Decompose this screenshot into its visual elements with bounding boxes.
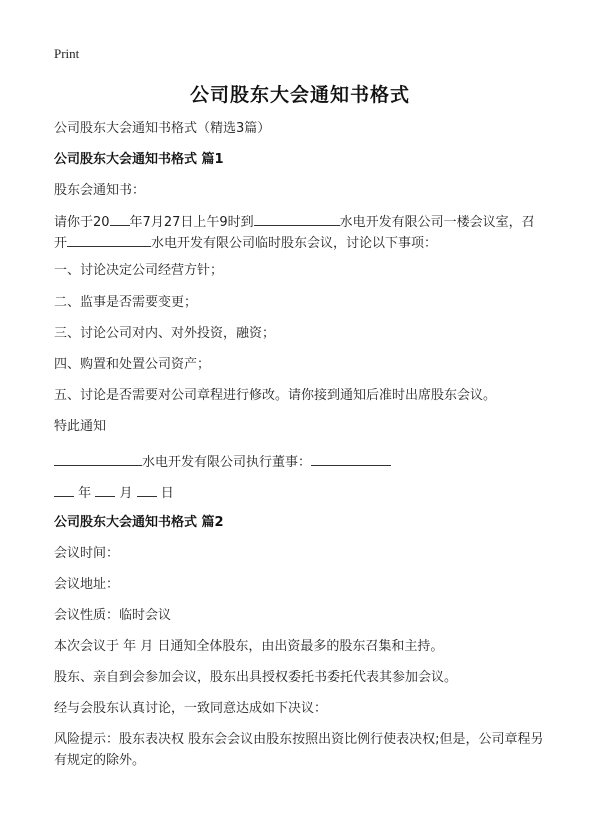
invite-text-e: 水电开发有限公司临时股东会议，讨论以下事项： bbox=[151, 236, 438, 251]
date-month: 月 bbox=[119, 486, 133, 501]
date-line bbox=[54, 483, 174, 503]
blank-date-day bbox=[137, 483, 157, 497]
agenda-item-1: 一、讨论决定公司经营方针； bbox=[54, 263, 224, 278]
agenda-item-3: 三、讨论公司对内、对外投资，融资； bbox=[54, 326, 276, 341]
resolution-line-3: 经与会股东认真讨论，一致同意达成如下决议： bbox=[54, 701, 328, 716]
section1-heading: 公司股东大会通知书格式 篇1 bbox=[54, 152, 224, 167]
invite-text-b: 年7月27日上午9时到 bbox=[129, 215, 254, 230]
date-year: 年 bbox=[78, 486, 92, 501]
section2-heading: 公司股东大会通知书格式 篇2 bbox=[54, 515, 224, 530]
date-day: 日 bbox=[160, 486, 174, 501]
invitation-line-1 bbox=[54, 212, 535, 232]
blank-company bbox=[67, 233, 151, 247]
invite-text-a: 请你于20 bbox=[54, 215, 110, 230]
blank-location bbox=[254, 212, 340, 226]
resolution-line-1: 本次会议于 年 月 日通知全体股东，由出资最多的股东召集和主持。 bbox=[54, 639, 444, 654]
blank-signer-name bbox=[311, 452, 391, 466]
invite-text-d: 开 bbox=[54, 236, 68, 251]
risk-note: 风险提示：股东表决权 股东会会议由股东按照出资比例行使表决权;但是，公司章程另有规定的除外。 bbox=[54, 732, 544, 768]
salutation: 股东会通知书： bbox=[54, 183, 146, 198]
blank-signer-company bbox=[54, 452, 142, 466]
signature-text: 水电开发有限公司执行董事： bbox=[142, 455, 312, 470]
resolution-line-2: 股东、亲自到会参加会议，股东出具授权委托书委托代表其参加会议。 bbox=[54, 670, 458, 685]
invite-text-c: 水电开发有限公司一楼会议室，召 bbox=[339, 215, 535, 230]
subtitle: 公司股东大会通知书格式（精选3篇） bbox=[54, 121, 271, 136]
print-label[interactable]: Print bbox=[54, 46, 80, 61]
agenda-item-5: 五、讨论是否需要对公司章程进行修改。请你接到通知后准时出席股东会议。 bbox=[54, 388, 497, 403]
page-title: 公司股东大会通知书格式 bbox=[189, 84, 410, 106]
blank-date-year bbox=[54, 483, 74, 497]
agenda-item-4: 四、购置和处置公司资产； bbox=[54, 357, 211, 372]
meeting-time: 会议时间： bbox=[54, 546, 120, 561]
invitation-line-2 bbox=[54, 233, 437, 253]
signature-line bbox=[54, 452, 391, 472]
notice-text: 特此通知 bbox=[54, 419, 107, 434]
meeting-nature: 会议性质：临时会议 bbox=[54, 608, 172, 623]
blank-year bbox=[110, 212, 130, 226]
meeting-place: 会议地址： bbox=[54, 577, 120, 592]
agenda-item-2: 二、监事是否需要变更； bbox=[54, 295, 198, 310]
blank-date-month bbox=[95, 483, 115, 497]
